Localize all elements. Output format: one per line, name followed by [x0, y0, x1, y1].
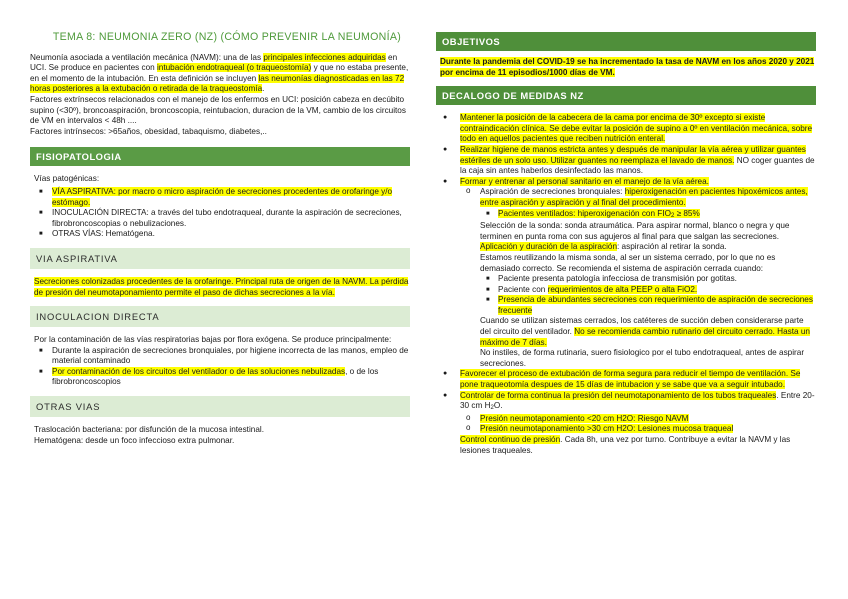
- list-item-text: INOCULACIÓN DIRECTA: a través del tubo endotraqueal, durante la aspiración de secreciones, fibrobroncoscopias o nebulizaciones.: [52, 208, 402, 228]
- highlight: No se recomienda cambio rutinario del circuito cerrado. Hasta un máximo de 7 días.: [480, 327, 810, 347]
- document-title: TEMA 8: NEUMONIA ZERO (NZ) (CÓMO PREVENIR LA NEUMONÍA): [52, 31, 402, 43]
- aplicacion-text: [436, 242, 816, 253]
- objetivos-section: [436, 51, 816, 86]
- extrinsic-factors: Factores extrínsecos relacionados con el manejo de los enfermos en UCI: posición cabeza en decúbito supino (<30º), broncoaspiración, broncoscopia, reintubacion, duracion de la VM, cambio de los circuitos de VM en intervalos < 48h ....: [30, 94, 406, 126]
- list-item-text: O.: [493, 401, 503, 411]
- highlight: Control continuo de presión: [460, 435, 561, 444]
- vias-label: Vías patogénicas:: [34, 174, 100, 184]
- sub-sub-list-item: [436, 295, 816, 316]
- otras-line: Hematógena: desde un foco infeccioso extra pulmonar.: [34, 435, 235, 445]
- list-item: [436, 391, 816, 414]
- intro-text: en UCI. Se produce en pacientes con: [30, 52, 398, 73]
- subscript: 2: [670, 212, 675, 219]
- intro-text: y que no estaba presente, en el momento de la intubación. En esta definición se incluyen: [30, 63, 409, 83]
- via-aspirativa-text: Secreciones colonizadas procedentes de la orofaringe. Principal ruta de origen de la NAVM. La pérdida de presión del neumotaponamiento permite el paso de dichas secreciones a la vía.: [34, 276, 409, 297]
- objetivos-text: Durante la pandemia del COVID-19 se ha incrementado la tasa de NAVM en los años 2020 y 2021 por encima de 11 episodios/1000 días de VM.: [440, 57, 815, 77]
- list-item-highlight: requerimientos de alta PEEP o alta FiO2.: [547, 284, 698, 294]
- right-column: [436, 32, 816, 456]
- sub-sub-list-item: [436, 274, 816, 285]
- list-item-highlight: Formar y entrenar al personal sanitario en el manejo de la vía aérea.: [460, 176, 709, 186]
- decalogo-section: [436, 105, 816, 456]
- sub-list-item: [436, 424, 816, 435]
- list-item-text: Paciente con: [498, 284, 548, 294]
- list-item: [34, 346, 410, 367]
- list-item-highlight: Presión neumotaponamiento <20 cm H2O: Riesgo NAVM: [480, 413, 689, 423]
- intro-section: [30, 53, 410, 138]
- text: Cuando se utilizan sistemas cerrados, los catéteres de succión deben considerarse parte del circuito del ventilador.: [480, 316, 804, 337]
- intro-highlight: las neumonías diagnosticadas en las 72 horas posteriores a la extubación o retirada de la traqueostomía: [30, 73, 405, 94]
- via-aspirativa-section: [30, 269, 410, 306]
- sub-sub-list-item: [436, 285, 816, 296]
- list-item-text: NO coger guantes de la caja sin antes haberlos desinfectado las manos.: [460, 155, 815, 176]
- sonda-text: Selección de la sonda: sonda atraumática. Para aspirar normal, blanco o negra y que terminen en punta roma con sus agujeros al final para que salgan las secreciones.: [480, 221, 790, 241]
- list-item: [34, 187, 410, 208]
- list-item-highlight: Presión neumotaponamiento >30 cm H2O: Lesiones mucosa traqueal: [480, 424, 734, 434]
- list-item: [34, 208, 410, 229]
- list-item-text: Paciente presenta patología infecciosa de transmisión por gotitas.: [498, 274, 737, 284]
- list-item-text: Durante la aspiración de secreciones bronquiales, por higiene incorrecta de las manos, empleo de material contaminado: [52, 345, 409, 366]
- list-item-highlight: Mantener la posición de la cabecera de la cama por encima de 30º excepto si existe contraindicación clínica. Se debe evitar la posición de supino a 0º en ventilación mecánica, sobre todo en aquellos pacientes que reciben nutrición enteral.: [460, 113, 813, 144]
- via-aspirativa-header: VIA ASPIRATIVA: [30, 248, 410, 269]
- list-item-highlight: Presencia de abundantes secreciones con requerimiento de aspiración de secreciones frecuente: [498, 295, 813, 315]
- highlight: Aplicación y duración de la aspiración: [480, 242, 617, 252]
- intro-highlight: principales infecciones adquiridas: [263, 52, 386, 62]
- control-text: [436, 435, 816, 456]
- list-item-text: OTRAS VÍAS: Hematógena.: [52, 229, 155, 239]
- list-item-text: , o de los fibrobroncoscopios: [52, 366, 379, 387]
- decalogo-header: DECALOGO DE MEDIDAS NZ: [436, 86, 816, 105]
- list-item-highlight: hiperoxigenación en pacientes hipoxémicos antes, entre aspiración y aspiración y al final del procedimiento.: [480, 187, 808, 207]
- otras-line: Traslocación bacteriana: por disfunción de la mucosa intestinal.: [34, 425, 264, 435]
- fisiopatologia-header: FISIOPATOLOGIA: [30, 147, 410, 166]
- list-item-highlight: Realizar higiene de manos estricta antes y después de manipular la vía aérea y utilizar guantes estériles de un solo uso. Utilizar guantes no reemplaza el lavado de manos.: [460, 144, 806, 165]
- list-item: [34, 229, 410, 240]
- list-item-highlight: Controlar de forma continua la presión del neumotaponamiento de los tubos traqueales: [460, 390, 777, 400]
- list-item: [436, 145, 816, 177]
- list-item-highlight: Favorecer el proceso de extubación de forma segura para reducir el tiempo de ventilación. Se pone traqueotomía despues de 15 días de intubacion y se sabe que va a seguir intubado.: [460, 369, 801, 390]
- list-item-text: VÍA ASPIRATIVA: por macro o micro aspiración de secreciones procedentes de orofaringe y/o estómago.: [52, 186, 393, 207]
- text: : aspiración al retirar la sonda.: [617, 242, 727, 252]
- list-item-highlight: Pacientes ventilados: hiperoxigenación con FIO: [498, 208, 671, 218]
- list-item-highlight: ≥ 85%: [674, 208, 700, 218]
- intro-paragraph: [30, 53, 410, 95]
- sub-list-item: [436, 414, 816, 425]
- list-item: [436, 369, 816, 390]
- intro-text: Neumonía asociada a ventilación mecánica (NAVM): una de las: [30, 52, 264, 62]
- inoculacion-section: [30, 327, 410, 396]
- otras-vias-section: [30, 417, 410, 446]
- list-item: [34, 367, 410, 388]
- left-column: [30, 32, 410, 446]
- objetivos-header: OBJETIVOS: [436, 32, 816, 51]
- instilar-text: No instiles, de forma rutinaria, suero fisiologico por el tubo endotraqueal, antes de aspirar secreciones.: [480, 348, 805, 368]
- list-item: [436, 177, 816, 188]
- inoculacion-text: Por la contaminación de las vías respiratorias bajas por flora exógena. Se produce principalmente:: [34, 335, 392, 345]
- list-item-text: . Entre 20-30 cm H: [460, 390, 815, 411]
- sub-sub-list-item: [436, 209, 816, 222]
- inoculacion-header: INOCULACION DIRECTA: [30, 306, 410, 327]
- intro-text: .: [262, 84, 265, 94]
- subscript: 2: [490, 405, 494, 412]
- text: . Cada 8h, una vez por turno. Contribuye a evitar la NAVM y las lesiones traqueales.: [460, 435, 791, 455]
- sub-list-item: [436, 187, 816, 208]
- list-item-text: Aspiración de secreciones bronquiales:: [480, 187, 625, 197]
- intro-highlight: intubación endotraqueal (o traqueostomía): [156, 63, 312, 73]
- fisiopatologia-section: [30, 166, 410, 248]
- list-item: [436, 113, 816, 145]
- otras-vias-header: OTRAS VIAS: [30, 396, 410, 417]
- intrinsic-factors: Factores intrínsecos: >65años, obesidad, tabaquismo, diabetes,..: [30, 126, 267, 136]
- cerrados-text: [436, 316, 816, 348]
- reutilizando-text: Estamos reutilizando la misma sonda, al ser un sistema cerrado, por lo que no es demasiado correcto. Se recomienda el sistema de aspiración cerrada cuando:: [480, 252, 776, 273]
- list-item-highlight: Por contaminación de los circuitos del ventilador o de las soluciones nebulizadas: [52, 366, 346, 376]
